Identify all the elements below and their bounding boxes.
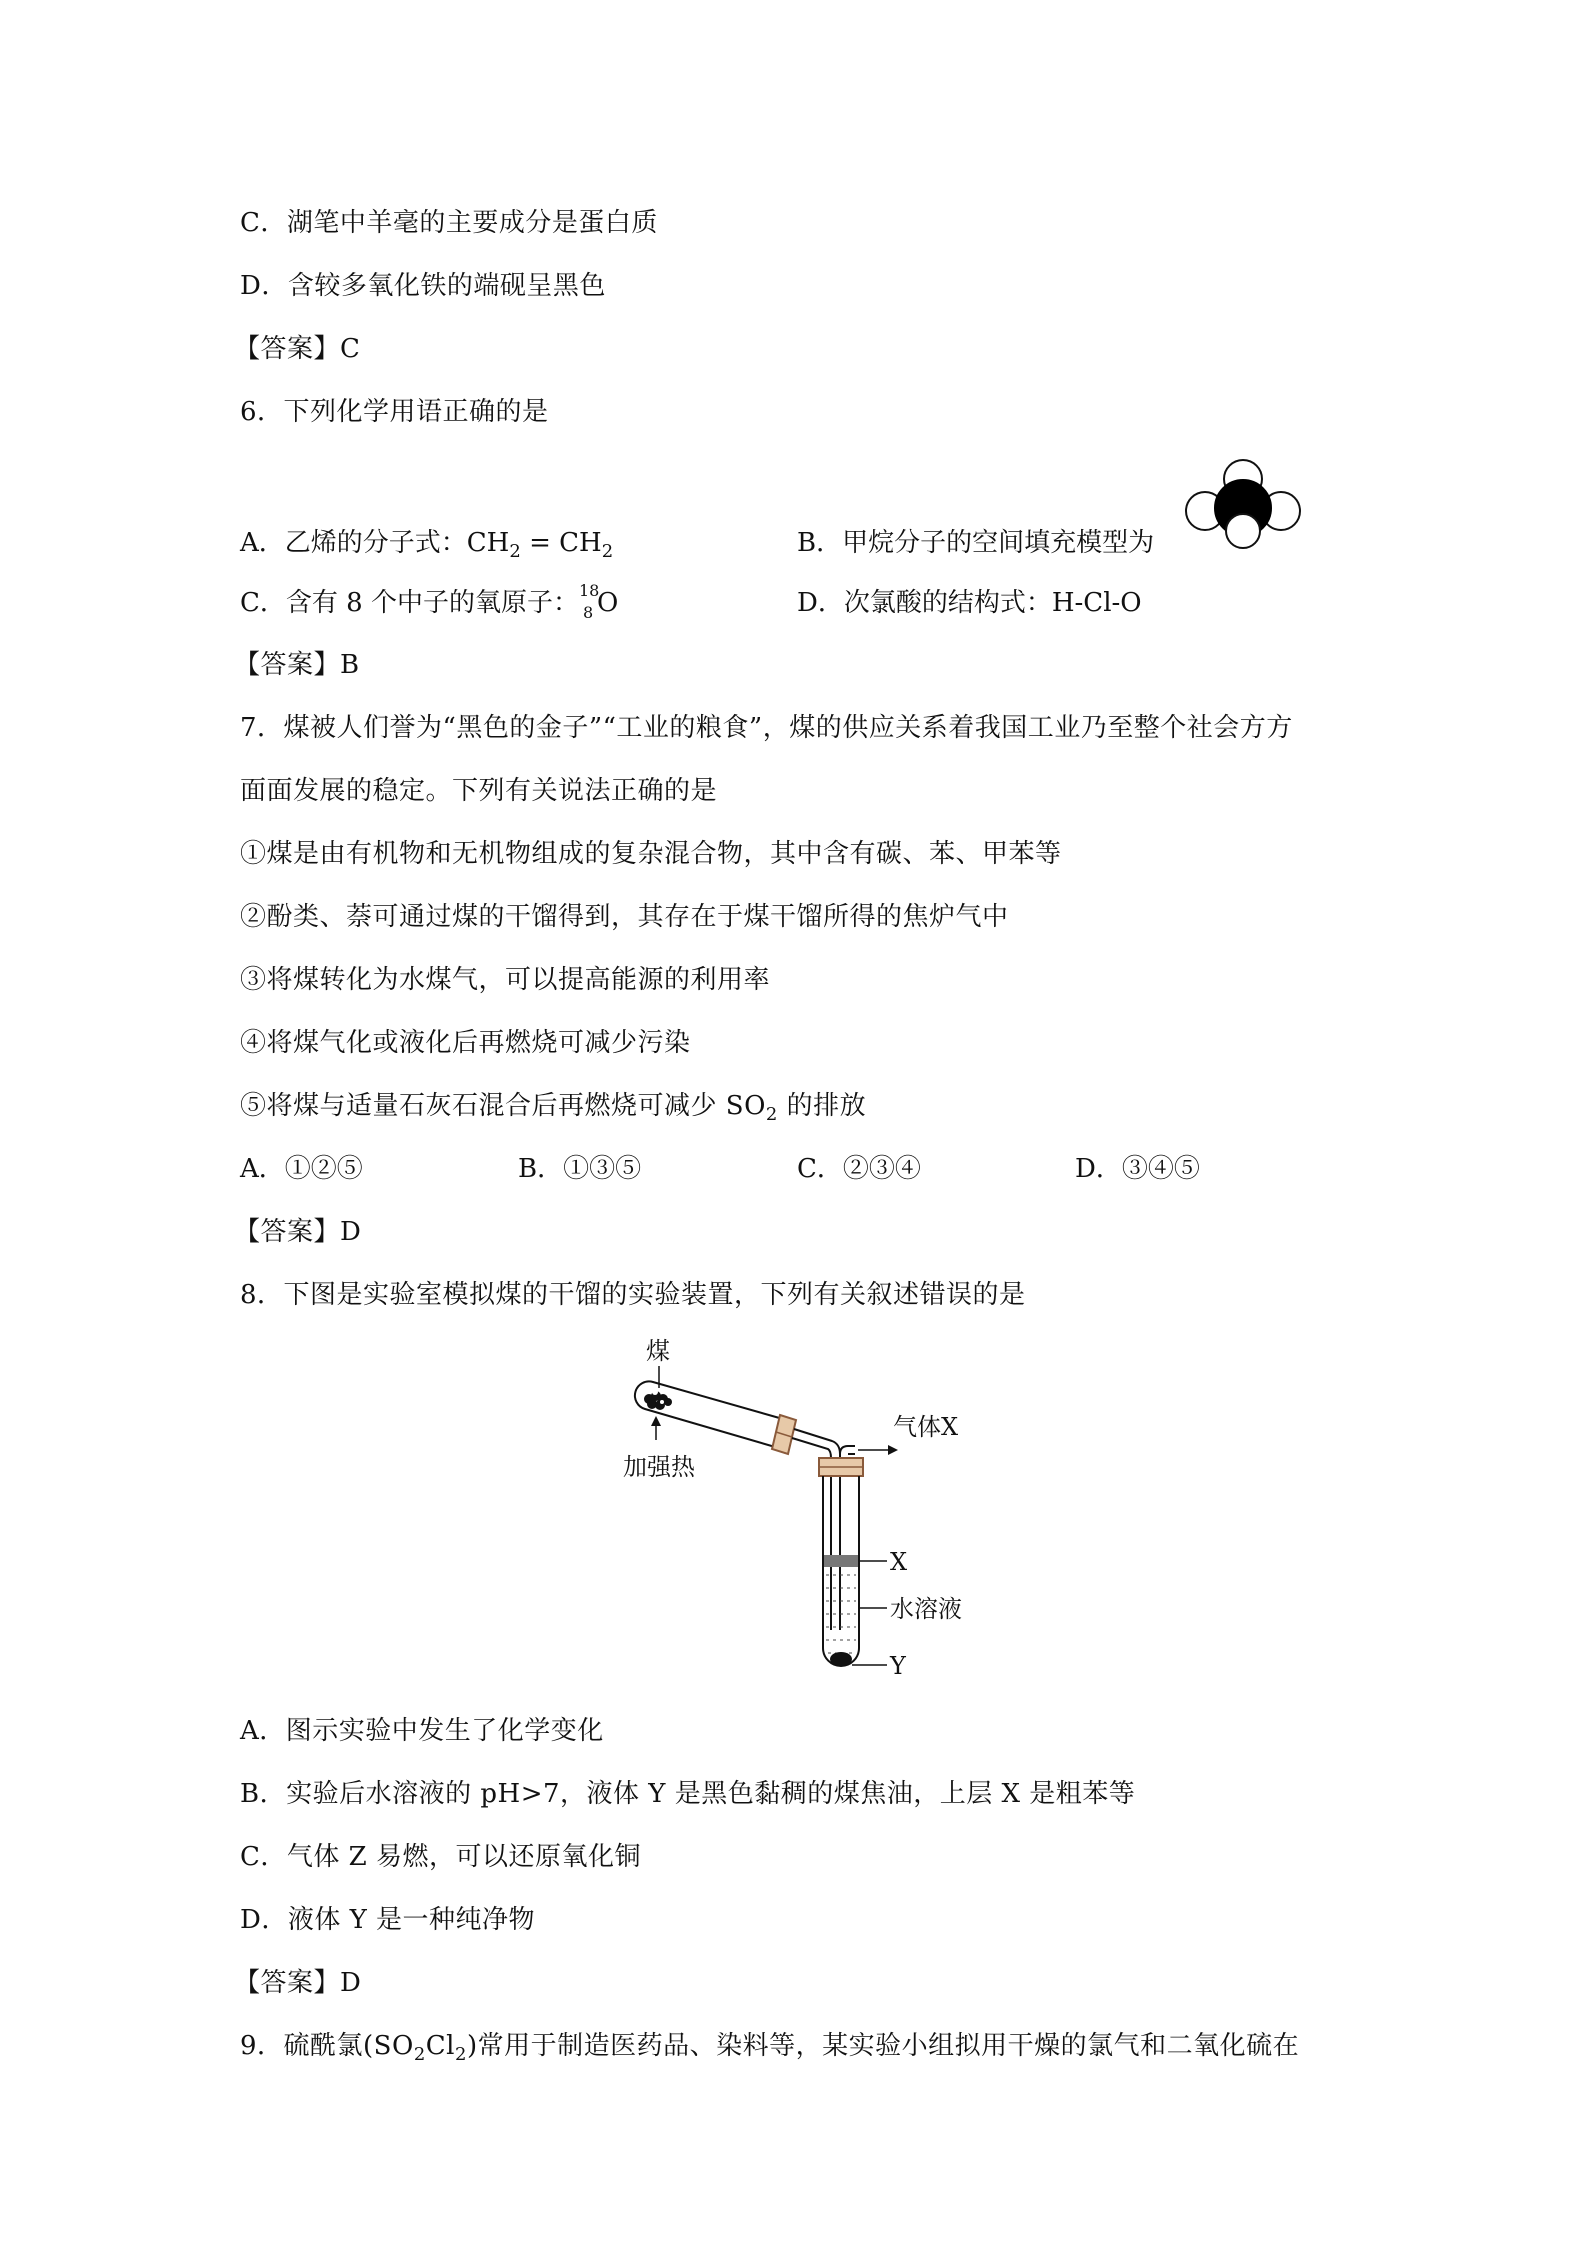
q6-option-a-text: A．乙烯的分子式：CH: [240, 528, 510, 558]
q6-stem: 6．下列化学用语正确的是: [240, 397, 549, 427]
gas-outlet-tube: [840, 1446, 855, 1454]
q7-statement-5: [240, 1089, 866, 1132]
subscript: 2: [601, 541, 614, 563]
q6-option-c-text: C．含有 8 个中子的氧原子：: [240, 588, 579, 618]
q8-answer: 【答案】D: [234, 1968, 362, 1998]
gas-arrow-head: [888, 1445, 898, 1455]
q6-option-a-eq: = CH: [520, 528, 602, 558]
label-coal: 煤: [646, 1337, 670, 1365]
q7-statement-4: ④将煤气化或液化后再燃烧可减少污染: [240, 1028, 691, 1058]
q7-statement-5-tail: 的排放: [777, 1091, 867, 1121]
q9-stem-cl: Cl: [425, 2031, 455, 2061]
q8-option-c: C．气体 Z 易燃，可以还原氧化铜: [240, 1842, 641, 1872]
q8-option-d: D．液体 Y 是一种纯净物: [240, 1905, 536, 1935]
element-symbol: O: [596, 588, 619, 618]
q6-option-b: B．甲烷分子的空间填充模型为: [797, 528, 1155, 558]
methane-space-filling-model: [1183, 458, 1303, 550]
q9-stem-text: 9．硫酰氯(SO: [240, 2031, 414, 2061]
q5-option-d: D．含较多氧化铁的端砚呈黑色: [240, 271, 606, 301]
subscript: 2: [455, 2044, 467, 2066]
atomic-number: 8: [582, 603, 594, 622]
q6-option-a: [240, 526, 613, 569]
q7-statement-1: ①煤是由有机物和无机物组成的复杂混合物，其中含有碳、苯、甲苯等: [240, 839, 1062, 869]
mass-number: 18: [578, 581, 600, 600]
q7-statement-3: ③将煤转化为水煤气，可以提高能源的利用率: [240, 965, 771, 995]
q5-answer: 【答案】C: [234, 334, 361, 364]
q6-answer: 【答案】B: [234, 650, 360, 680]
heat-arrow-head: [651, 1416, 661, 1426]
q7-option-a: A．①②⑤: [240, 1154, 363, 1184]
liquid-y: [830, 1652, 852, 1666]
q6-option-d: D．次氯酸的结构式：H-Cl-O: [797, 588, 1142, 618]
q7-stem-line-1: 7．煤被人们誉为“黑色的金子”“工业的粮食”，煤的供应关系着我国工业乃至整个社会方方: [240, 713, 1293, 743]
subscript: 2: [765, 1104, 778, 1126]
q7-option-b: B．①③⑤: [518, 1154, 642, 1184]
q8-option-a: A．图示实验中发生了化学变化: [240, 1716, 604, 1746]
q7-option-c: C．②③④: [797, 1154, 921, 1184]
q9-stem: [240, 2029, 1299, 2072]
q6-option-c: [240, 581, 619, 622]
q5-option-c: C．湖笔中羊毫的主要成分是蛋白质: [240, 208, 658, 238]
q8-stem: 8．下图是实验室模拟煤的干馏的实验装置，下列有关叙述错误的是: [240, 1280, 1026, 1310]
dry-distillation-apparatus-diagram: [600, 1330, 1000, 1690]
label-y: Y: [890, 1652, 906, 1680]
coal-sample: [644, 1389, 672, 1410]
layer-x: [824, 1555, 858, 1567]
label-heat: 加强热: [623, 1453, 695, 1481]
subscript: 2: [413, 2044, 426, 2066]
hydrogen-atom-bottom: [1226, 514, 1260, 548]
q7-statement-2: ②酚类、萘可通过煤的干馏得到，其存在于煤干馏所得的焦炉气中: [240, 902, 1009, 932]
label-solution: 水溶液: [890, 1595, 962, 1623]
q7-statement-5-text: ⑤将煤与适量石灰石混合后再燃烧可减少 SO: [240, 1091, 766, 1121]
q7-option-d: D．③④⑤: [1075, 1154, 1200, 1184]
q8-option-b: B．实验后水溶液的 pH>7，液体 Y 是黑色黏稠的煤焦油，上层 X 是粗苯等: [240, 1779, 1136, 1809]
oxygen-nuclide-notation: [578, 581, 600, 622]
q9-stem-tail: )常用于制造医药品、染料等，某实验小组拟用干燥的氯气和二氧化硫在: [466, 2031, 1300, 2061]
subscript: 2: [509, 541, 521, 563]
q7-stem-line-2: 面面发展的稳定。下列有关说法正确的是: [240, 776, 718, 806]
label-gas-x: 气体X: [893, 1413, 959, 1441]
q7-answer: 【答案】D: [234, 1217, 362, 1247]
label-x: X: [890, 1548, 908, 1576]
